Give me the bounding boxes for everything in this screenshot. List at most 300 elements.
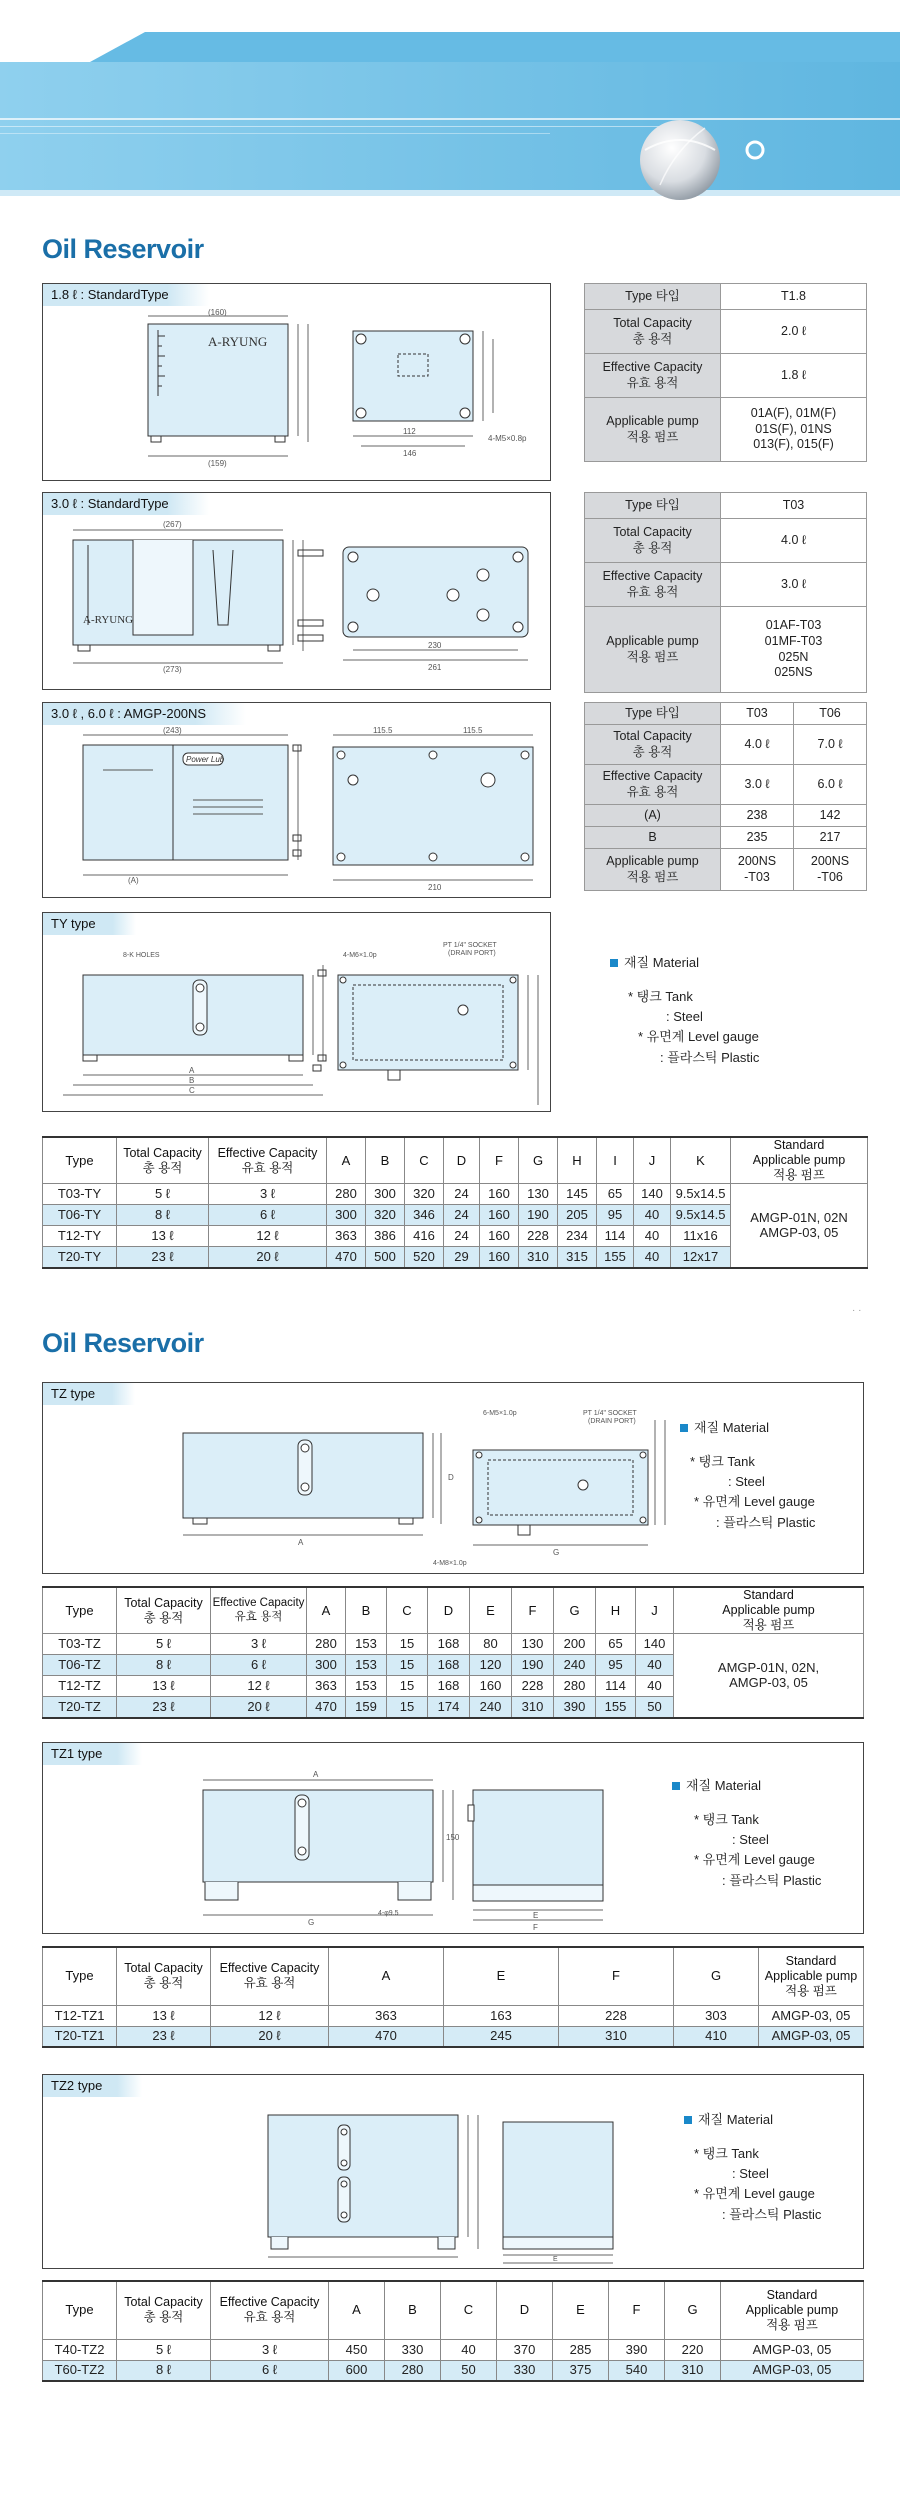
spec-value: 01AF-T03 01MF-T03 025N 025NS: [721, 607, 867, 693]
cell: 24: [444, 1184, 480, 1205]
cell: 220: [665, 2339, 721, 2360]
section-title-oil-reservoir-2: Oil Reservoir: [42, 1328, 204, 1358]
cell: 153: [346, 1676, 387, 1697]
cell: 320: [366, 1205, 405, 1226]
cell: 390: [554, 1697, 596, 1718]
cell: 130: [512, 1634, 554, 1655]
spec-head: Type 타입: [585, 703, 721, 725]
spec-table-1-8l: [584, 283, 867, 462]
cell: 320: [405, 1184, 444, 1205]
material-note-1: [610, 953, 759, 1068]
col-header: Effective Capacity 유효 용적: [211, 1587, 307, 1634]
col-header: G: [519, 1137, 558, 1184]
cell: 40: [634, 1247, 671, 1268]
svg-text:(273): (273): [163, 665, 182, 674]
col-header: Type: [43, 1947, 117, 2005]
cell: AMGP-03, 05: [721, 2360, 864, 2381]
cell: 168: [428, 1655, 470, 1676]
col-header: Total Capacity 총 용적: [117, 2281, 211, 2339]
spec-head: Effective Capacity 유효 용적: [585, 765, 721, 805]
svg-text:(DRAIN PORT): (DRAIN PORT): [588, 1418, 636, 1425]
spec-value: 3.0 ℓ: [721, 765, 794, 805]
spec-head: Type 타입: [585, 284, 721, 310]
cell: 310: [512, 1697, 554, 1718]
drawing-label: TZ type: [43, 1383, 135, 1405]
col-header: D: [497, 2281, 553, 2339]
cell: T60-TZ2: [43, 2360, 117, 2381]
cell: 9.5x14.5: [671, 1205, 731, 1226]
cell: 140: [636, 1634, 674, 1655]
svg-text:A: A: [313, 1770, 319, 1779]
cell: 15: [387, 1697, 428, 1718]
reservoir-1-8l-drawing: [43, 306, 551, 481]
cell: 160: [480, 1205, 519, 1226]
svg-text:E: E: [533, 1911, 539, 1920]
spec-head: Effective Capacity 유효 용적: [585, 563, 721, 607]
material-tank-value: : Steel: [666, 1009, 703, 1025]
col-header: B: [346, 1587, 387, 1634]
cell: 20 ℓ: [211, 2026, 329, 2047]
col-header: E: [470, 1587, 512, 1634]
svg-text:B: B: [189, 1076, 195, 1085]
cell: 40: [636, 1676, 674, 1697]
pump-cell: AMGP-01N, 02N, AMGP-03, 05: [674, 1634, 864, 1718]
svg-text:150: 150: [446, 1833, 460, 1842]
material-tank-value: : Steel: [732, 1832, 769, 1848]
spec-value: T03: [721, 493, 867, 519]
table-row: [43, 1634, 864, 1655]
cell: 330: [385, 2339, 441, 2360]
col-header: Total Capacity 총 용적: [117, 1587, 211, 1634]
cell: 540: [609, 2360, 665, 2381]
cell: 5 ℓ: [117, 1634, 211, 1655]
cell: 300: [327, 1205, 366, 1226]
cell: 140: [634, 1184, 671, 1205]
cell: 29: [444, 1247, 480, 1268]
cell: 15: [387, 1634, 428, 1655]
cell: 450: [329, 2339, 385, 2360]
ty-dimension-table: [42, 1136, 868, 1269]
svg-text:D: D: [448, 1473, 454, 1482]
table-row: [43, 2026, 864, 2047]
spec-head: (A): [585, 805, 721, 827]
cell: 280: [554, 1676, 596, 1697]
cell: T12-TZ: [43, 1676, 117, 1697]
cell: T03-TZ: [43, 1634, 117, 1655]
spec-head: Total Capacity 총 용적: [585, 725, 721, 765]
col-header: Effective Capacity 유효 용적: [209, 1137, 327, 1184]
cell: T20-TY: [43, 1247, 117, 1268]
material-gauge-value: : 플라스틱 Plastic: [722, 2206, 822, 2222]
material-gauge-value: : 플라스틱 Plastic: [722, 1872, 822, 1888]
spec-value: 235: [721, 827, 794, 849]
cell: 11x16: [671, 1226, 731, 1247]
svg-text:PT 1/4" SOCKET: PT 1/4" SOCKET: [443, 942, 497, 949]
table-header-row: [43, 1137, 868, 1184]
cell: 12 ℓ: [209, 1226, 327, 1247]
cell: 40: [441, 2339, 497, 2360]
cell: 500: [366, 1247, 405, 1268]
material-gauge-value: : 플라스틱 Plastic: [660, 1049, 760, 1065]
svg-text:PT 1/4" SOCKET: PT 1/4" SOCKET: [583, 1410, 637, 1417]
svg-text:146: 146: [403, 449, 417, 458]
cell: 159: [346, 1697, 387, 1718]
col-header: F: [512, 1587, 554, 1634]
cell: 8 ℓ: [117, 2360, 211, 2381]
table-header-row: [43, 1947, 864, 2005]
svg-text:F: F: [533, 1923, 538, 1932]
col-header: F: [609, 2281, 665, 2339]
table-row: [43, 2339, 864, 2360]
cell: 520: [405, 1247, 444, 1268]
cell: 346: [405, 1205, 444, 1226]
material-gauge: * 유면계 Level gauge: [638, 1029, 759, 1045]
svg-text:8-K HOLES: 8-K HOLES: [123, 952, 160, 959]
spec-head: B: [585, 827, 721, 849]
cell: 240: [470, 1697, 512, 1718]
material-gauge: * 유면계 Level gauge: [694, 2186, 815, 2202]
cell: 370: [497, 2339, 553, 2360]
col-header: Type: [43, 1137, 117, 1184]
cell: 5 ℓ: [117, 1184, 209, 1205]
cell: 330: [497, 2360, 553, 2381]
cell: T06-TZ: [43, 1655, 117, 1676]
cell: 160: [480, 1184, 519, 1205]
spec-head: Applicable pump 적용 펌프: [585, 607, 721, 693]
material-tank-value: : Steel: [732, 2166, 769, 2182]
spec-value: 01A(F), 01M(F) 01S(F), 01NS 013(F), 015(F): [721, 398, 867, 462]
cell: 363: [327, 1226, 366, 1247]
cell: 6 ℓ: [209, 1205, 327, 1226]
cell: 234: [558, 1226, 597, 1247]
svg-text:(243): (243): [163, 726, 182, 735]
spec-value: 1.8 ℓ: [721, 354, 867, 398]
svg-text:112: 112: [403, 427, 416, 436]
spec-head: Effective Capacity 유효 용적: [585, 354, 721, 398]
cell: 416: [405, 1226, 444, 1247]
cell: 190: [519, 1205, 558, 1226]
cell: T12-TY: [43, 1226, 117, 1247]
material-gauge: * 유면계 Level gauge: [694, 1494, 815, 1510]
spec-value: 142: [794, 805, 867, 827]
cell: 95: [597, 1205, 634, 1226]
cell: 470: [307, 1697, 346, 1718]
spec-value: 217: [794, 827, 867, 849]
cell: 114: [597, 1226, 634, 1247]
spec-value: 3.0 ℓ: [721, 563, 867, 607]
cell: 95: [596, 1655, 636, 1676]
cell: 8 ℓ: [117, 1655, 211, 1676]
material-tank: * 탱크 Tank: [694, 1812, 759, 1828]
material-title: 재질 Material: [698, 2112, 773, 2127]
col-header: G: [674, 1947, 759, 2005]
col-header: E: [553, 2281, 609, 2339]
spec-value: 2.0 ℓ: [721, 310, 867, 354]
cell: 12 ℓ: [211, 2005, 329, 2026]
bullet-square-icon: [610, 959, 618, 967]
cell: 145: [558, 1184, 597, 1205]
ty-type-drawing: [43, 935, 551, 1112]
tz-dimension-table: [42, 1586, 864, 1719]
material-tank: * 탱크 Tank: [694, 2146, 759, 2162]
col-header: B: [385, 2281, 441, 2339]
cell: 200: [554, 1634, 596, 1655]
col-header: D: [428, 1587, 470, 1634]
table-row: [43, 1184, 868, 1205]
cell: 310: [665, 2360, 721, 2381]
col-header: I: [597, 1137, 634, 1184]
svg-text:E: E: [553, 2256, 558, 2263]
cell: 40: [634, 1205, 671, 1226]
drawing-label: 3.0 ℓ , 6.0 ℓ : AMGP-200NS: [43, 703, 246, 725]
col-header: C: [405, 1137, 444, 1184]
col-header: A: [329, 2281, 385, 2339]
bullet-square-icon: [680, 1424, 688, 1432]
cell: 12 ℓ: [211, 1676, 307, 1697]
cell: 5 ℓ: [117, 2339, 211, 2360]
material-gauge: * 유면계 Level gauge: [694, 1852, 815, 1868]
table-header-row: [43, 2281, 864, 2339]
col-header: A: [307, 1587, 346, 1634]
material-title: 재질 Material: [624, 955, 699, 970]
cell: 23 ℓ: [117, 1697, 211, 1718]
cell: T03-TY: [43, 1184, 117, 1205]
drawing-label: TY type: [43, 913, 136, 935]
cell: 600: [329, 2360, 385, 2381]
tz1-dimension-table: [42, 1946, 864, 2048]
cell: 155: [597, 1247, 634, 1268]
cell: 470: [327, 1247, 366, 1268]
svg-text:4-φ9.5: 4-φ9.5: [378, 1910, 399, 1917]
spec-value: 6.0 ℓ: [794, 765, 867, 805]
svg-text:261: 261: [428, 663, 442, 672]
cell: 3 ℓ: [211, 1634, 307, 1655]
drawing-1-8l-standard: [42, 283, 551, 481]
cell: 13 ℓ: [117, 2005, 211, 2026]
cell: 160: [480, 1226, 519, 1247]
svg-text:6-M5×1.0p: 6-M5×1.0p: [483, 1410, 517, 1417]
material-note-3: [672, 1776, 821, 1891]
col-header: D: [444, 1137, 480, 1184]
cell: 410: [674, 2026, 759, 2047]
cell: 160: [470, 1676, 512, 1697]
bullet-square-icon: [672, 1782, 680, 1790]
cell: 300: [366, 1184, 405, 1205]
cell: 386: [366, 1226, 405, 1247]
col-header: B: [366, 1137, 405, 1184]
svg-text:(DRAIN PORT): (DRAIN PORT): [448, 950, 496, 957]
cell: AMGP-03, 05: [759, 2005, 864, 2026]
material-note-2: [680, 1418, 815, 1533]
cell: 363: [329, 2005, 444, 2026]
material-title: 재질 Material: [694, 1420, 769, 1435]
svg-text:(A): (A): [128, 876, 139, 885]
col-header: A: [327, 1137, 366, 1184]
cell: 23 ℓ: [117, 2026, 211, 2047]
tz2-dimension-table: [42, 2280, 864, 2382]
drawing-amgp-200ns: [42, 702, 551, 898]
spec-value: 4.0 ℓ: [721, 725, 794, 765]
spec-value: T03: [721, 703, 794, 725]
cell: 6 ℓ: [211, 1655, 307, 1676]
spec-value: 7.0 ℓ: [794, 725, 867, 765]
cell: 240: [554, 1655, 596, 1676]
cell: 80: [470, 1634, 512, 1655]
col-header: Effective Capacity 유효 용적: [211, 1947, 329, 2005]
brand-text: A-RYUNG: [83, 614, 134, 626]
spec-value: 238: [721, 805, 794, 827]
drawing-3-0l-standard: [42, 492, 551, 690]
header-banner: [0, 0, 900, 200]
cell: 390: [609, 2339, 665, 2360]
cell: 168: [428, 1634, 470, 1655]
svg-text:A: A: [189, 1066, 195, 1075]
cell: 24: [444, 1205, 480, 1226]
spec-head: Applicable pump 적용 펌프: [585, 849, 721, 891]
svg-text:(160): (160): [208, 308, 227, 317]
cell: 160: [480, 1247, 519, 1268]
col-header: Standard Applicable pump 적용 펌프: [759, 1947, 864, 2005]
brand-text: Power Lub: [186, 755, 225, 764]
drawing-label: TZ1 type: [43, 1743, 142, 1765]
cell: 13 ℓ: [117, 1676, 211, 1697]
cell: 3 ℓ: [209, 1184, 327, 1205]
cell: 13 ℓ: [117, 1226, 209, 1247]
spec-table-amgp-200ns: [584, 702, 867, 891]
cell: AMGP-03, 05: [759, 2026, 864, 2047]
cell: 285: [553, 2339, 609, 2360]
col-header: H: [558, 1137, 597, 1184]
cell: 280: [327, 1184, 366, 1205]
spec-table-3-0l: [584, 492, 867, 693]
cell: 65: [597, 1184, 634, 1205]
cell: 245: [444, 2026, 559, 2047]
col-header: Standard Applicable pump 적용 펌프: [731, 1137, 868, 1184]
cell: 114: [596, 1676, 636, 1697]
cell: T20-TZ: [43, 1697, 117, 1718]
cell: 50: [636, 1697, 674, 1718]
section-title-oil-reservoir-1: Oil Reservoir: [42, 234, 204, 264]
col-header: Type: [43, 2281, 117, 2339]
spec-value: 200NS -T03: [721, 849, 794, 891]
cell: 228: [559, 2005, 674, 2026]
cell: 20 ℓ: [211, 1697, 307, 1718]
cell: 23 ℓ: [117, 1247, 209, 1268]
cell: 40: [636, 1655, 674, 1676]
col-header: J: [634, 1137, 671, 1184]
material-gauge-value: : 플라스틱 Plastic: [716, 1514, 816, 1530]
svg-text:G: G: [308, 1918, 315, 1927]
col-header: H: [596, 1587, 636, 1634]
col-header: C: [387, 1587, 428, 1634]
table-header-row: [43, 1587, 864, 1634]
col-header: Type: [43, 1587, 117, 1634]
svg-text:A: A: [298, 1538, 304, 1547]
cell: 24: [444, 1226, 480, 1247]
cell: 300: [307, 1655, 346, 1676]
table-row: [43, 2360, 864, 2381]
col-header: Total Capacity 총 용적: [117, 1947, 211, 2005]
cell: 130: [519, 1184, 558, 1205]
cell: 228: [512, 1676, 554, 1697]
cell: 9.5x14.5: [671, 1184, 731, 1205]
svg-text:4-M5×0.8p: 4-M5×0.8p: [488, 434, 527, 443]
cell: 310: [559, 2026, 674, 2047]
cell: 15: [387, 1655, 428, 1676]
cell: 65: [596, 1634, 636, 1655]
svg-text:4-M8×1.0p: 4-M8×1.0p: [433, 1560, 467, 1567]
cell: T20-TZ1: [43, 2026, 117, 2047]
brand-text: A-RYUNG: [208, 334, 268, 349]
col-header: F: [559, 1947, 674, 2005]
drawing-ty-type: [42, 912, 551, 1112]
cell: 120: [470, 1655, 512, 1676]
cell: 8 ℓ: [117, 1205, 209, 1226]
cell: 228: [519, 1226, 558, 1247]
cell: 153: [346, 1634, 387, 1655]
material-tank: * 탱크 Tank: [690, 1454, 755, 1470]
cell: 12x17: [671, 1247, 731, 1268]
material-note-4: [684, 2110, 821, 2225]
col-header: F: [480, 1137, 519, 1184]
svg-text:(159): (159): [208, 459, 227, 468]
material-tank-value: : Steel: [728, 1474, 765, 1490]
reservoir-amgp-200ns-drawing: [43, 725, 551, 898]
cell: 174: [428, 1697, 470, 1718]
cell: 50: [441, 2360, 497, 2381]
cell: 153: [346, 1655, 387, 1676]
drawing-label: 1.8 ℓ : StandardType: [43, 284, 209, 306]
svg-text:210: 210: [428, 883, 442, 892]
material-title: 재질 Material: [686, 1778, 761, 1793]
bullet-square-icon: [684, 2116, 692, 2124]
cell: 163: [444, 2005, 559, 2026]
spec-head: Type 타입: [585, 493, 721, 519]
cell: 6 ℓ: [211, 2360, 329, 2381]
col-header: Standard Applicable pump 적용 펌프: [674, 1587, 864, 1634]
svg-text:230: 230: [428, 641, 442, 650]
reservoir-3-0l-drawing: [43, 515, 551, 690]
drawing-label: 3.0 ℓ : StandardType: [43, 493, 209, 515]
spec-value: 4.0 ℓ: [721, 519, 867, 563]
cell: 375: [553, 2360, 609, 2381]
spec-head: Total Capacity 총 용적: [585, 310, 721, 354]
col-header: E: [444, 1947, 559, 2005]
svg-text:(267): (267): [163, 520, 182, 529]
cell: 15: [387, 1676, 428, 1697]
cell: 168: [428, 1676, 470, 1697]
col-header: Total Capacity 총 용적: [117, 1137, 209, 1184]
spec-head: Total Capacity 총 용적: [585, 519, 721, 563]
material-tank: * 탱크 Tank: [628, 989, 693, 1005]
svg-text:115.5: 115.5: [463, 726, 483, 735]
cell: 315: [558, 1247, 597, 1268]
cell: 310: [519, 1247, 558, 1268]
cell: 205: [558, 1205, 597, 1226]
pump-cell: AMGP-01N, 02N AMGP-03, 05: [731, 1184, 868, 1268]
spec-value: T1.8: [721, 284, 867, 310]
cell: 20 ℓ: [209, 1247, 327, 1268]
col-header: Effective Capacity 유효 용적: [211, 2281, 329, 2339]
cell: 470: [329, 2026, 444, 2047]
col-header: A: [329, 1947, 444, 2005]
cell: 3 ℓ: [211, 2339, 329, 2360]
cell: AMGP-03, 05: [721, 2339, 864, 2360]
col-header: J: [636, 1587, 674, 1634]
cell: T12-TZ1: [43, 2005, 117, 2026]
cell: 303: [674, 2005, 759, 2026]
cell: 280: [307, 1634, 346, 1655]
